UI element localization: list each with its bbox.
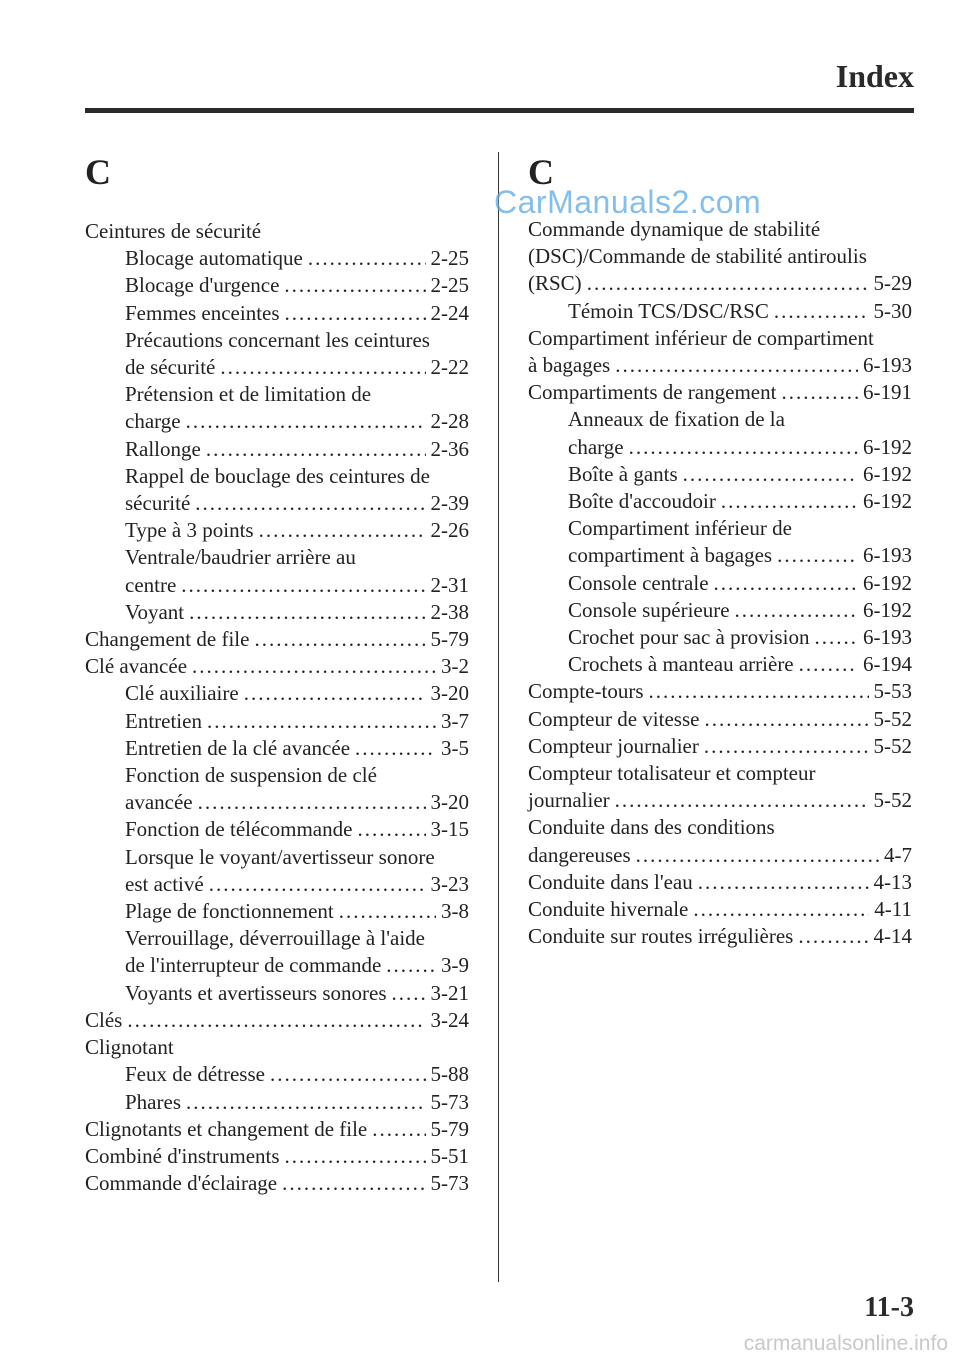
index-entry <box>528 406 912 460</box>
entry-page: 2-28 <box>430 409 469 434</box>
entry-row <box>528 787 912 814</box>
entry-page: 2-39 <box>430 491 469 516</box>
entry-text: compartiment à bagages <box>568 543 773 568</box>
index-entry <box>85 599 469 626</box>
page-title: Index <box>835 58 914 94</box>
entry-text: de sécurité <box>125 355 216 380</box>
entry-text: dangereuses <box>528 842 631 867</box>
entry-text: Boîte d'accoudoir <box>568 489 716 514</box>
entry-page: 6-193 <box>863 353 912 378</box>
entry-page: 3-20 <box>430 790 469 815</box>
entry-text: à bagages <box>528 353 611 378</box>
entry-page: 5-52 <box>873 733 912 758</box>
index-entry <box>85 1143 469 1170</box>
index-entry <box>85 653 469 680</box>
entry-page: 5-53 <box>873 679 912 704</box>
entry-row <box>568 298 912 325</box>
entry-text: Ceintures de sécurité <box>85 219 262 243</box>
footer-url: carmanualsonline.info <box>743 1332 948 1355</box>
dot-leader <box>181 572 425 599</box>
dot-leader <box>649 678 869 705</box>
entry-row <box>125 735 469 762</box>
index-entry <box>85 844 469 898</box>
entry-text: Clignotant <box>85 1035 174 1060</box>
entry-row <box>125 490 469 517</box>
dot-leader <box>355 735 436 762</box>
entry-text: Compteur de vitesse <box>528 706 700 731</box>
entry-row <box>125 680 469 707</box>
entry-text: Compte-tours <box>528 679 644 704</box>
entry-row <box>125 980 469 1007</box>
entry-page: 5-79 <box>430 1116 469 1141</box>
entry-row <box>85 653 469 680</box>
entry-row <box>125 408 469 435</box>
entry-text: Compartiment inférieur de <box>568 516 792 541</box>
entry-page: 6-192 <box>863 570 912 595</box>
entry-row <box>528 733 912 760</box>
dot-leader <box>777 542 858 569</box>
entry-row <box>125 245 469 272</box>
entry-text: Prétension et de limitation de <box>125 382 372 407</box>
index-entry <box>528 515 912 569</box>
index-entry <box>528 896 912 923</box>
index-entry <box>528 461 912 488</box>
entry-text: Clés <box>85 1007 123 1032</box>
entry-page: 6-192 <box>863 489 912 514</box>
header-rule <box>85 108 914 113</box>
dot-leader <box>189 599 425 626</box>
entry-text: (DSC)/Commande de stabilité antiroulis <box>528 244 867 269</box>
entry-page: 2-36 <box>430 436 469 461</box>
entry-row <box>528 270 912 297</box>
dot-leader <box>244 680 426 707</box>
entry-row <box>568 461 912 488</box>
entry-page: 3-23 <box>430 871 469 896</box>
entry-text: Crochet pour sac à provision <box>568 625 810 650</box>
entry-text: Combiné d'instruments <box>85 1143 280 1168</box>
entry-text: Console centrale <box>568 570 709 595</box>
index-entry <box>528 570 912 597</box>
dot-leader <box>714 570 858 597</box>
entry-text: charge <box>568 434 624 459</box>
entry-page: 6-192 <box>863 461 912 486</box>
entry-page: 5-79 <box>430 627 469 652</box>
entry-page: 3-5 <box>441 735 469 760</box>
entry-text: Voyant <box>125 599 185 624</box>
dot-leader <box>698 869 869 896</box>
entry-text: Compteur journalier <box>528 733 699 758</box>
entry-text: Anneaux de fixation de la <box>568 407 785 432</box>
entry-text: est activé <box>125 871 204 896</box>
entry-text: Blocage d'urgence <box>125 273 280 298</box>
index-entry <box>85 517 469 544</box>
entry-page: 2-31 <box>430 572 469 597</box>
index-entry <box>85 463 469 517</box>
entry-page: 6-191 <box>863 380 912 405</box>
entry-text: Commande d'éclairage <box>85 1171 278 1196</box>
index-entry <box>528 651 912 678</box>
dot-leader <box>392 980 426 1007</box>
entry-row <box>528 869 912 896</box>
dot-leader <box>192 653 436 680</box>
entry-row <box>568 570 912 597</box>
entry-page: 6-194 <box>863 652 912 677</box>
index-entry <box>528 760 912 814</box>
entry-text: Plage de fonctionnement <box>125 899 334 924</box>
dot-leader <box>207 708 436 735</box>
entry-text: centre <box>125 572 177 597</box>
entry-row <box>85 1116 469 1143</box>
dot-leader <box>615 787 869 814</box>
entry-text: Conduite hivernale <box>528 897 689 922</box>
index-entry <box>85 1170 469 1197</box>
index-entry <box>528 597 912 624</box>
dot-leader <box>735 597 858 624</box>
entry-text: Conduite sur routes irrégulières <box>528 924 794 949</box>
entry-text: Rallonge <box>125 436 201 461</box>
index-entry <box>528 325 912 379</box>
dot-leader <box>209 871 426 898</box>
entry-row <box>568 488 912 515</box>
entry-text: Lorsque le voyant/avertisseur sonore <box>125 844 435 869</box>
index-entry <box>85 626 469 653</box>
dot-leader <box>781 379 858 406</box>
entry-row <box>125 436 469 463</box>
dot-leader <box>774 298 869 325</box>
entry-row <box>125 871 469 898</box>
entry-row <box>568 597 912 624</box>
index-entry <box>528 923 912 950</box>
index-entry <box>85 898 469 925</box>
dot-leader <box>587 270 869 297</box>
entry-page: 3-20 <box>430 681 469 706</box>
entry-page: 2-26 <box>430 518 469 543</box>
entry-text: charge <box>125 409 181 434</box>
entry-page: 3-7 <box>441 708 469 733</box>
entry-row <box>125 1089 469 1116</box>
entry-page: 3-2 <box>441 654 469 679</box>
entry-page: 3-24 <box>430 1007 469 1032</box>
dot-leader <box>683 461 858 488</box>
entry-row <box>125 816 469 843</box>
entry-row <box>568 651 912 678</box>
entry-row <box>125 599 469 626</box>
index-entry <box>528 298 912 325</box>
entry-page: 6-192 <box>863 434 912 459</box>
entry-text: Entretien <box>125 708 202 733</box>
entry-row <box>125 789 469 816</box>
dot-leader <box>693 896 869 923</box>
entry-page: 3-9 <box>441 953 469 978</box>
entry-text: Clé auxiliaire <box>125 681 239 706</box>
dot-leader <box>308 245 426 272</box>
watermark: CarManuals2.com <box>494 184 762 220</box>
entry-row <box>125 898 469 925</box>
entry-page: 4-14 <box>873 924 912 949</box>
entry-text: (RSC) <box>528 271 582 296</box>
entry-row <box>528 678 912 705</box>
entry-text: Témoin TCS/DSC/RSC <box>568 298 769 323</box>
index-entry <box>85 762 469 816</box>
entry-text: Fonction de télécommande <box>125 817 353 842</box>
entry-row <box>528 896 912 923</box>
index-entry <box>528 869 912 896</box>
index-entry <box>85 1034 469 1061</box>
entry-page: 5-52 <box>873 706 912 731</box>
entry-text: Commande dynamique de stabilité <box>528 217 821 241</box>
entry-row <box>568 542 912 569</box>
entry-row <box>85 626 469 653</box>
dot-leader <box>798 923 868 950</box>
dot-leader <box>704 706 868 733</box>
entry-text: Feux de détresse <box>125 1062 265 1087</box>
entry-row <box>85 1143 469 1170</box>
index-entry <box>85 300 469 327</box>
dot-leader <box>220 354 425 381</box>
entry-page: 2-25 <box>430 273 469 298</box>
entry-text: Femmes enceintes <box>125 300 280 325</box>
index-entry <box>85 245 469 272</box>
index-entry <box>528 733 912 760</box>
entry-text: Entretien de la clé avancée <box>125 735 351 760</box>
index-entry <box>85 381 469 435</box>
entry-page: 5-29 <box>873 271 912 296</box>
index-entry <box>85 327 469 381</box>
entry-page: 2-25 <box>430 246 469 271</box>
index-entry <box>85 272 469 299</box>
entry-row <box>125 272 469 299</box>
dot-leader <box>284 272 425 299</box>
entry-text: Crochets à manteau arrière <box>568 652 794 677</box>
index-entry <box>528 488 912 515</box>
entry-row <box>125 952 469 979</box>
entry-text: Verrouillage, déverrouillage à l'aide <box>125 926 425 951</box>
dot-leader <box>636 842 879 869</box>
entry-page: 4-7 <box>884 842 912 867</box>
section-letter: C <box>85 152 111 192</box>
dot-leader <box>615 352 858 379</box>
entry-page: 2-24 <box>430 300 469 325</box>
entry-text: Voyants et avertisseurs sonores <box>125 980 387 1005</box>
entry-row <box>125 1061 469 1088</box>
index-entry <box>85 1089 469 1116</box>
entry-row <box>125 517 469 544</box>
dot-leader <box>186 408 426 435</box>
dot-leader <box>386 952 436 979</box>
entry-row <box>85 1007 469 1034</box>
dot-leader <box>198 789 426 816</box>
entry-text: Compteur totalisateur et compteur <box>528 761 816 786</box>
entry-row <box>85 1170 469 1197</box>
entry-text: Blocage automatique <box>125 246 303 271</box>
index-entry <box>528 624 912 651</box>
entry-row <box>528 352 912 379</box>
dot-leader <box>282 1170 425 1197</box>
index-column-right <box>528 152 912 950</box>
entry-row <box>568 434 912 461</box>
index-entries <box>85 218 469 1197</box>
entry-text: Compartiment inférieur de compartiment <box>528 325 874 350</box>
entry-page: 5-30 <box>873 298 912 323</box>
entry-row <box>528 923 912 950</box>
entry-page: 6-193 <box>863 543 912 568</box>
dot-leader <box>195 490 425 517</box>
dot-leader <box>814 624 858 651</box>
dot-leader <box>285 300 426 327</box>
entry-text: Ventrale/baudrier arrière au <box>125 545 356 570</box>
dot-leader <box>372 1116 425 1143</box>
index-entry <box>528 379 912 406</box>
dot-leader <box>721 488 858 515</box>
index-entry <box>528 678 912 705</box>
entry-row <box>528 842 912 869</box>
dot-leader <box>799 651 858 678</box>
index-entry <box>85 218 469 245</box>
index-entry <box>85 1061 469 1088</box>
entry-text: Rappel de bouclage des ceintures de <box>125 463 430 488</box>
index-entry <box>85 816 469 843</box>
entry-row <box>568 624 912 651</box>
dot-leader <box>285 1143 426 1170</box>
entry-text: Précautions concernant les ceintures <box>125 327 430 352</box>
entry-row <box>125 354 469 381</box>
entry-page: 6-193 <box>863 625 912 650</box>
dot-leader <box>357 816 425 843</box>
entry-text: Conduite dans l'eau <box>528 869 693 894</box>
entry-text: Clignotants et changement de file <box>85 1116 368 1141</box>
dot-leader <box>704 733 869 760</box>
entry-page: 3-21 <box>430 980 469 1005</box>
entry-text: Conduite dans des conditions <box>528 815 775 840</box>
index-entry <box>85 708 469 735</box>
entry-text: journalier <box>528 788 610 813</box>
entry-text: Console supérieure <box>568 597 730 622</box>
entry-text: Changement de file <box>85 627 250 652</box>
entry-page: 5-73 <box>430 1089 469 1114</box>
entry-text: Type à 3 points <box>125 518 254 543</box>
dot-leader <box>254 626 425 653</box>
entry-page: 3-8 <box>441 899 469 924</box>
index-entry <box>85 980 469 1007</box>
entry-text: avancée <box>125 790 193 815</box>
section-letter: C <box>528 152 554 192</box>
entry-page: 6-192 <box>863 597 912 622</box>
entry-page: 5-73 <box>430 1171 469 1196</box>
index-entry <box>85 925 469 979</box>
entry-text: Compartiments de rangement <box>528 380 777 405</box>
entry-text: Clé avancée <box>85 654 188 679</box>
dot-leader <box>186 1089 426 1116</box>
index-entry <box>85 1007 469 1034</box>
entry-row <box>528 379 912 406</box>
index-column-left <box>85 152 469 1197</box>
dot-leader <box>270 1061 426 1088</box>
index-entry <box>85 1116 469 1143</box>
page-number: 11-3 <box>864 1292 914 1323</box>
index-entry <box>85 680 469 707</box>
index-entry <box>528 814 912 868</box>
entry-row <box>125 708 469 735</box>
entry-page: 3-15 <box>430 817 469 842</box>
entry-page: 2-22 <box>430 355 469 380</box>
entry-row <box>528 706 912 733</box>
entry-text: Boîte à gants <box>568 461 678 486</box>
entry-page: 4-13 <box>873 869 912 894</box>
dot-leader <box>629 434 858 461</box>
entry-text: Phares <box>125 1089 181 1114</box>
dot-leader <box>206 436 426 463</box>
dot-leader <box>339 898 436 925</box>
entry-row <box>125 572 469 599</box>
entry-text: Fonction de suspension de clé <box>125 763 377 788</box>
dot-leader <box>127 1007 425 1034</box>
entry-row <box>125 300 469 327</box>
entry-page: 5-52 <box>873 788 912 813</box>
dot-leader <box>259 517 426 544</box>
column-divider <box>498 152 499 1282</box>
index-entry <box>528 216 912 298</box>
index-entry <box>528 706 912 733</box>
entry-page: 5-51 <box>430 1143 469 1168</box>
index-entry <box>85 544 469 598</box>
entry-page: 5-88 <box>430 1062 469 1087</box>
index-entry <box>85 735 469 762</box>
index-entries <box>528 216 912 950</box>
entry-page: 4-11 <box>874 897 912 922</box>
entry-text: de l'interrupteur de commande <box>125 953 382 978</box>
index-entry <box>85 436 469 463</box>
entry-page: 2-38 <box>430 599 469 624</box>
entry-text: sécurité <box>125 491 191 516</box>
